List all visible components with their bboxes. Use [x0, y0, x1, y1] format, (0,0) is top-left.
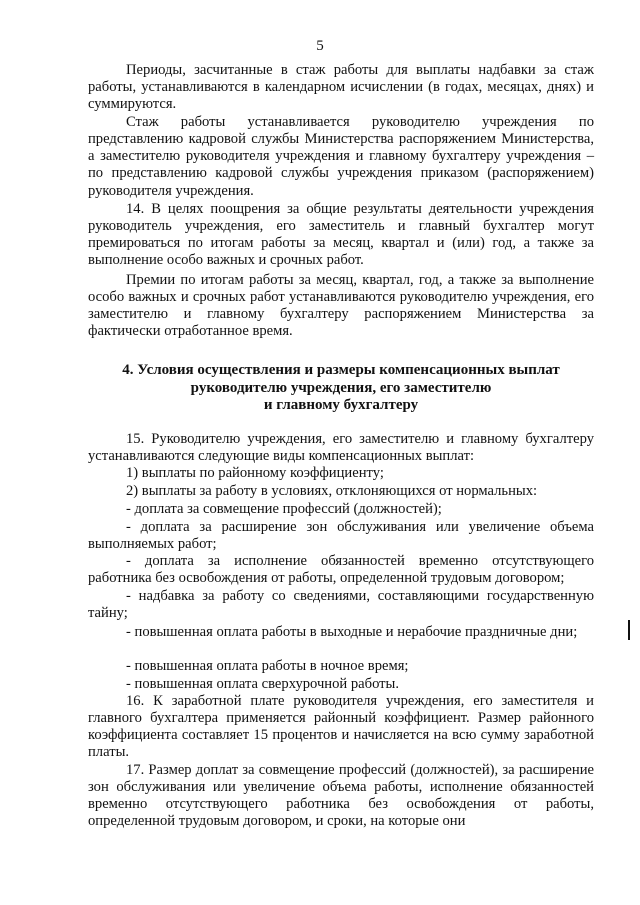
- section-heading-line-1: 4. Условия осуществления и размеры компенсационных выплат: [122, 362, 560, 378]
- page-number: 5: [316, 38, 324, 54]
- paragraph-15-compensation: 15. Руководителю учреждения, его заместителю и главному бухгалтеру устанавливаются следующие виды компенсационных выплат:: [88, 431, 594, 465]
- sub-item-overtime-pay: - повышенная оплата сверхурочной работы.: [126, 676, 400, 692]
- paragraph-seniority-establishment: Стаж работы устанавливается руководителю учреждения по представлению кадровой службы Министерства распоряжением Министерства, а заместителю руководителя учреждения и главному бухгалтеру учреждения – по представлению кадровой службы учреждения приказом (распоряжением) руководителя учреждения.: [88, 114, 594, 199]
- margin-mark: [628, 620, 630, 640]
- paragraph-bonus-assignment: Премии по итогам работы за месяц, квартал, год, а также за выполнение особо важных и срочных работ устанавливаются руководителю учреждения, его заместителю и главному бухгалтеру распоряжением Министерства за фактически отработанное время.: [88, 272, 594, 340]
- list-item-2: 2) выплаты за работу в условиях, отклоняющихся от нормальных:: [126, 483, 538, 499]
- paragraph-16-regional-coefficient: 16. К заработной плате руководителя учреждения, его заместителя и главного бухгалтера применяется районный коэффициент. Размер районного коэффициента составляет 15 процентов и начисляется на всю сумму заработной платы.: [88, 693, 594, 761]
- sub-item-service-expansion: - доплата за расширение зон обслуживания или увеличение объема выполняемых работ;: [88, 519, 594, 553]
- paragraph-17-additional-payments: 17. Размер доплат за совмещение профессий (должностей), за расширение зон обслуживания или увеличение объема работы, исполнение обязанностей временно отсутствующего работника без освобождения от работы, определенной трудовым договором, и сроки, на которые они: [88, 762, 594, 830]
- paragraph-14-bonuses: 14. В целях поощрения за общие результаты деятельности учреждения руководитель учреждения, его заместитель и главный бухгалтер могут премироваться по итогам работы за месяц, квартал и (или) год, а также за выполнение особо важных и срочных работ.: [88, 201, 594, 269]
- section-heading-line-3: и главному бухгалтеру: [263, 397, 419, 413]
- paragraph-seniority-periods: Периоды, засчитанные в стаж работы для выплаты надбавки за стаж работы, устанавливаются в календарном исчислении (в годах, месяцах, днях) и суммируются.: [88, 62, 594, 113]
- sub-item-state-secret-allowance: - надбавка за работу со сведениями, составляющими государственную тайну;: [88, 588, 594, 622]
- section-4-heading: [88, 362, 594, 415]
- sub-item-night-pay: - повышенная оплата работы в ночное время;: [126, 658, 409, 674]
- sub-item-weekend-pay: - повышенная оплата работы в выходные и нерабочие праздничные дни;: [126, 624, 578, 640]
- sub-item-combining-professions: - доплата за совмещение профессий (должностей);: [126, 501, 442, 517]
- list-item-1: 1) выплаты по районному коэффициенту;: [126, 465, 384, 481]
- section-heading-line-2: руководителю учреждения, его заместителю: [190, 379, 492, 396]
- sub-item-absent-worker-duties: - доплата за исполнение обязанностей временно отсутствующего работника без освобождения от работы, определенной трудовым договором;: [88, 553, 594, 587]
